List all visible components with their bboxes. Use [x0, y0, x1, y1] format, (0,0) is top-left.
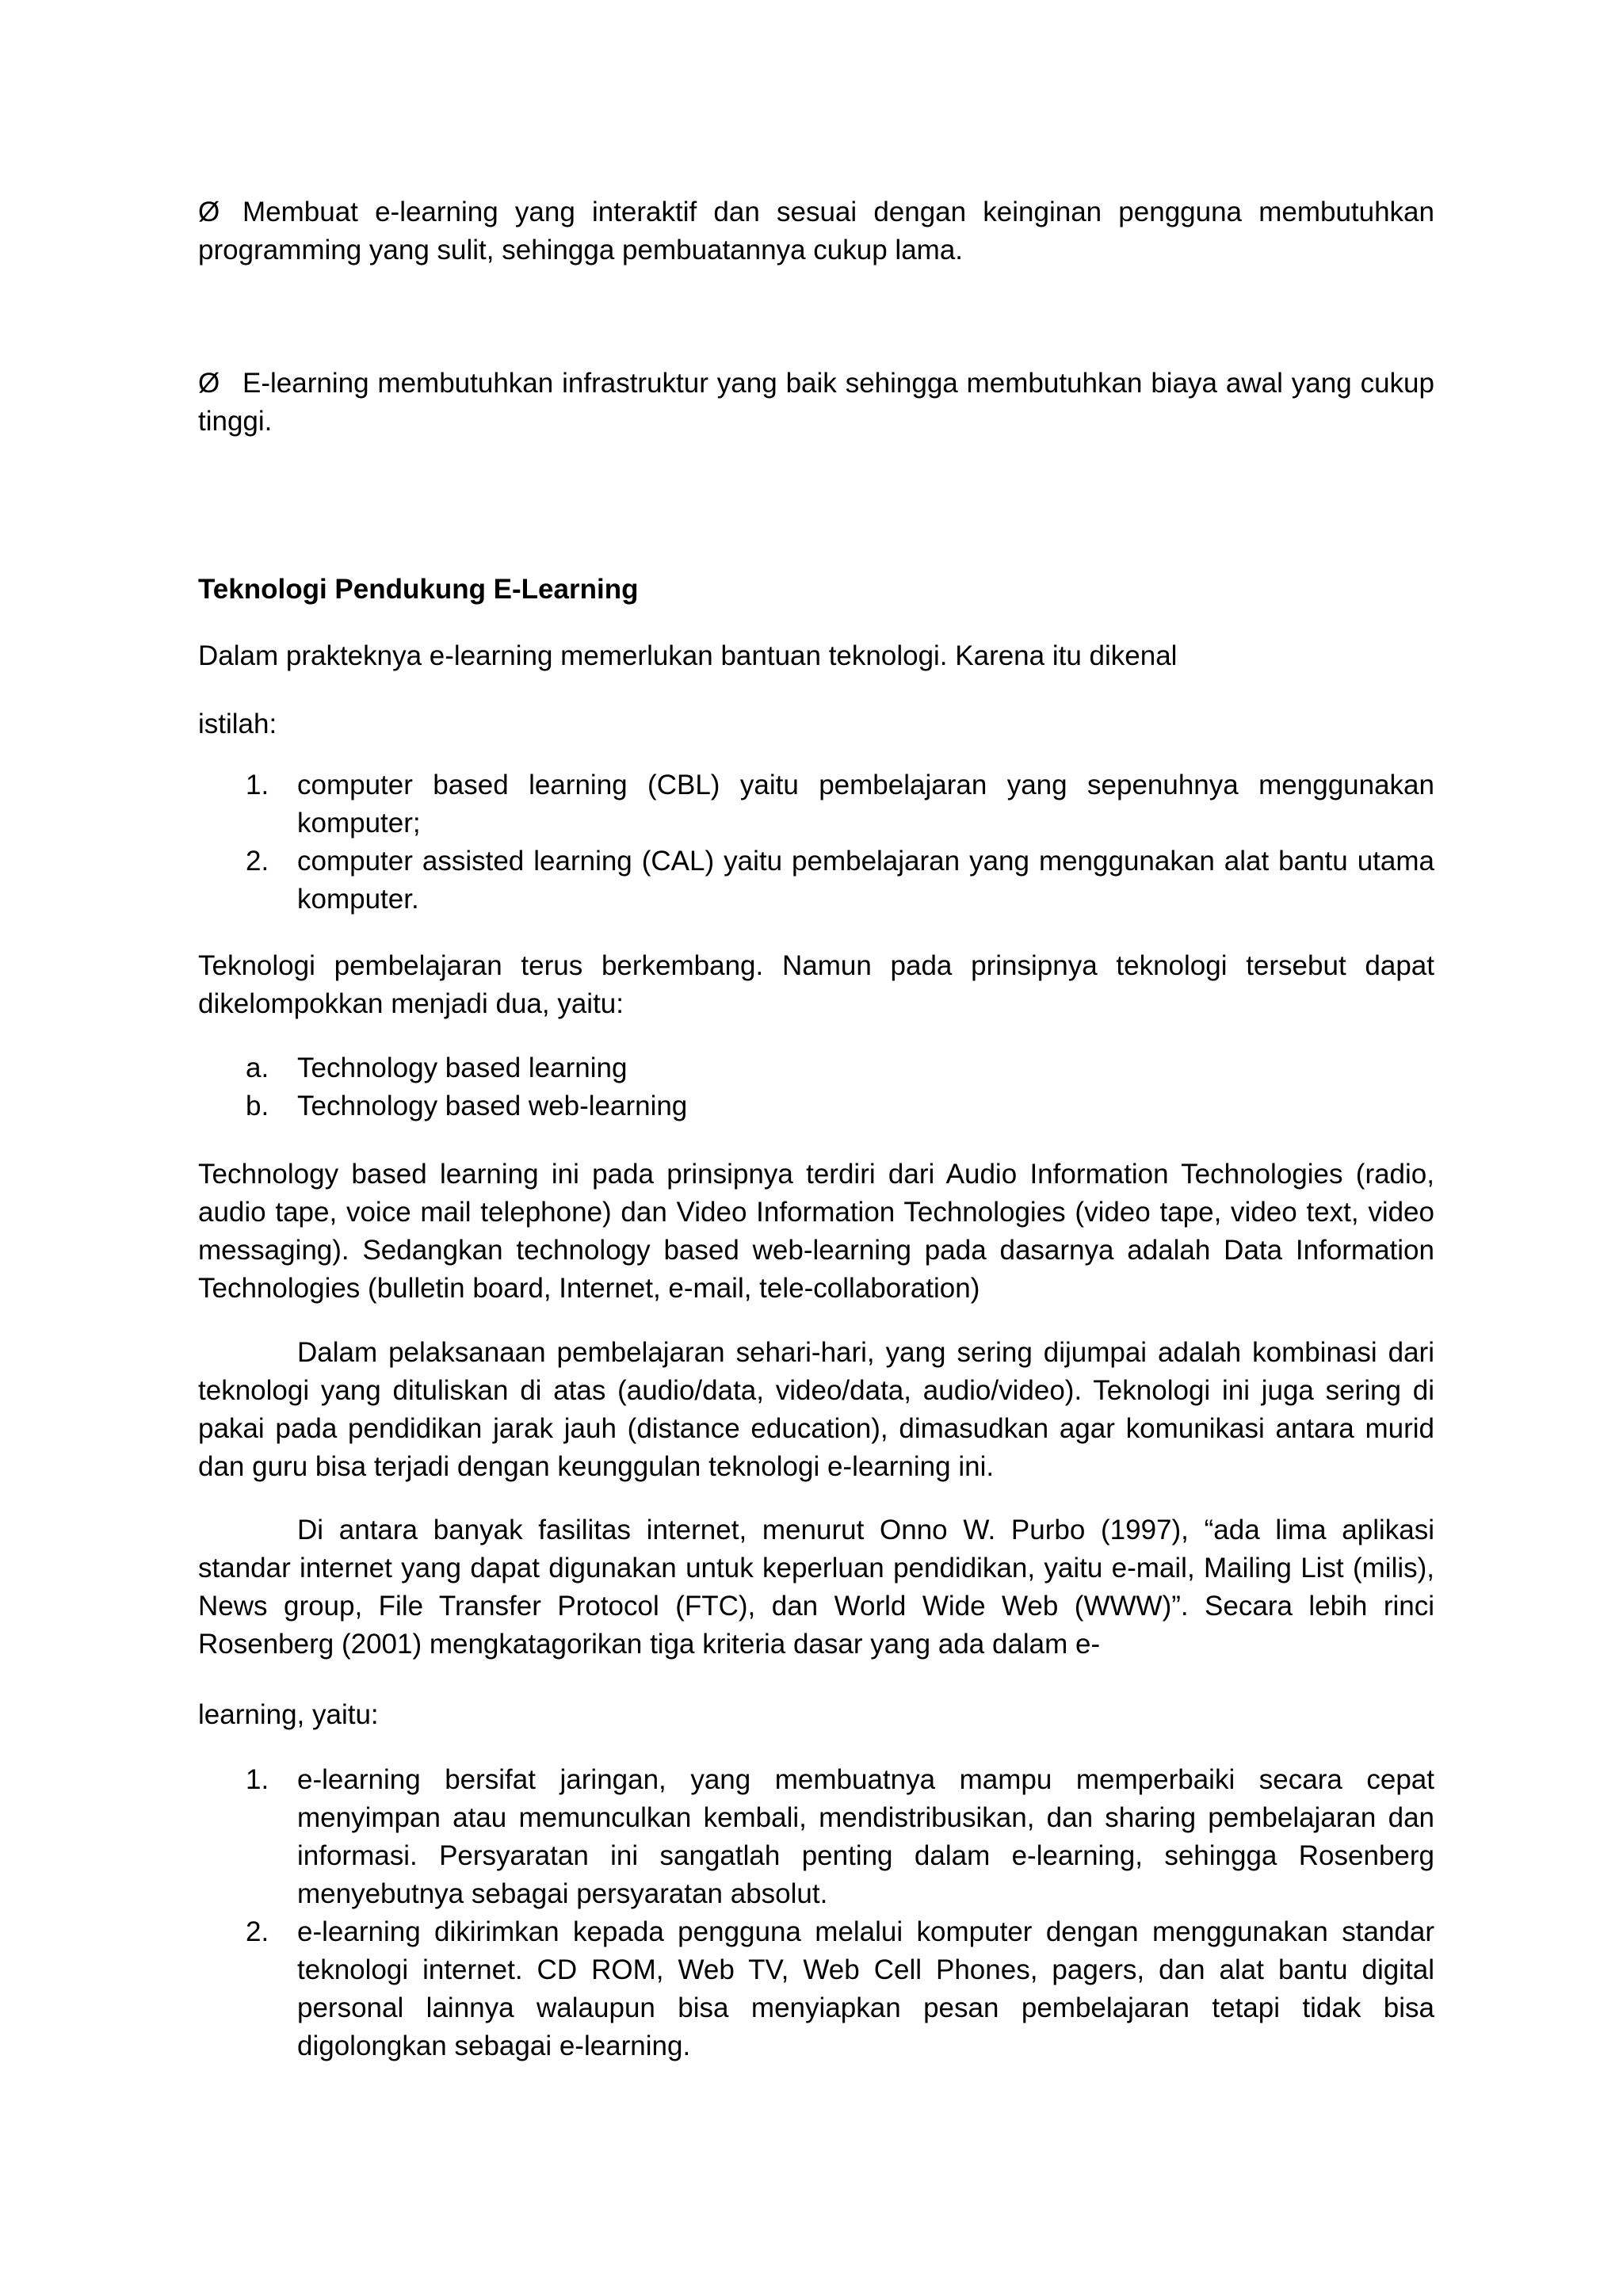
bullet-text: Membuat e-learning yang interaktif dan sesuai dengan keinginan pengguna membutuhkan programming yang sulit, sehingga pembuatannya cukup lama.	[198, 197, 1434, 266]
list-marker: a.	[246, 1052, 269, 1083]
groups-list	[198, 1049, 1434, 1125]
list-marker: 2.	[246, 1916, 269, 1947]
criteria-list	[198, 1761, 1434, 2065]
paragraph-purbo-continued: learning, yaitu:	[198, 1699, 379, 1730]
paragraph-purbo: Di antara banyak fasilitas internet, menurut Onno W. Purbo (1997), “ada lima aplikasi standar internet yang dapat digunakan untuk keperluan pendidikan, yaitu e-mail, Mailing List (milis), News group, File Transfer Protocol (FTC), dan World Wide Web (WWW)”. Secara lebih rinci Rosenberg (2001) mengkatagorikan tiga kriteria dasar yang ada dalam e-	[198, 1515, 1434, 1660]
section-heading: Teknologi Pendukung E-Learning	[198, 574, 639, 605]
list-item-text: e-learning bersifat jaringan, yang membuatnya mampu memperbaiki secara cepat menyimpan atau memunculkan kembali, mendistribusikan, dan sharing pembelajaran dan informasi. Persyaratan ini sangatlah penting dalam e-learning, sehingga Rosenberg menyebutnya sebagai persyaratan absolut.	[297, 1764, 1434, 1909]
bullet-paragraph-2	[198, 365, 1434, 441]
list-item-text: Technology based learning	[297, 1052, 628, 1083]
list-marker: 2.	[246, 846, 269, 877]
list-item-text: computer assisted learning (CAL) yaitu pembelajaran yang menggunakan alat bantu utama komputer.	[297, 846, 1434, 915]
terms-list	[198, 766, 1434, 919]
bullet-paragraph-1	[198, 193, 1434, 269]
intro-line-1: Dalam prakteknya e-learning memerlukan bantuan teknologi. Karena itu dikenal	[198, 640, 1178, 671]
list-item	[198, 1087, 1434, 1125]
list-marker: 1.	[246, 770, 269, 800]
list-item-text: Technology based web-learning	[297, 1091, 688, 1121]
document-page	[198, 0, 1434, 2296]
list-item	[198, 842, 1434, 919]
intro-line-2: istilah:	[198, 709, 277, 739]
bullet-symbol: Ø	[198, 197, 220, 227]
list-item	[198, 1761, 1434, 1913]
list-item	[198, 1049, 1434, 1087]
bullet-symbol: Ø	[198, 368, 220, 399]
list-item	[198, 1913, 1434, 2065]
list-item-text: e-learning dikirimkan kepada pengguna melalui komputer dengan menggunakan standar teknologi internet. CD ROM, Web TV, Web Cell Phones, pagers, dan alat bantu digital personal lainnya walaupun bisa menyiapkan pesan pembelajaran tetapi tidak bisa digolongkan sebagai e-learning.	[297, 1916, 1434, 2061]
list-marker: b.	[246, 1091, 269, 1121]
list-item	[198, 766, 1434, 842]
bullet-text: E-learning membutuhkan infrastruktur yang baik sehingga membutuhkan biaya awal yang cukup tinggi.	[198, 368, 1434, 437]
paragraph-groups: Teknologi pembelajaran terus berkembang. Namun pada prinsipnya teknologi tersebut dapat dikelompokkan menjadi dua, yaitu:	[198, 950, 1434, 1019]
paragraph-technology: Technology based learning ini pada prinsipnya terdiri dari Audio Information Technologies (radio, audio tape, voice mail telephone) dan Video Information Technologies (video tape, video text, video messaging). Sedangkan technology based web-learning pada dasarnya adalah Data Information Technologies (bulletin board, Internet, e-mail, tele-collaboration)	[198, 1159, 1434, 1304]
list-item-text: computer based learning (CBL) yaitu pembelajaran yang sepenuhnya menggunakan komputer;	[297, 770, 1434, 839]
paragraph-practice: Dalam pelaksanaan pembelajaran sehari-hari, yang sering dijumpai adalah kombinasi dari teknologi yang dituliskan di atas (audio/data, video/data, audio/video). Teknologi ini juga sering di pakai pada pendidikan jarak jauh (distance education), dimasudkan agar komunikasi antara murid dan guru bisa terjadi dengan keunggulan teknologi e-learning ini.	[198, 1337, 1434, 1482]
list-marker: 1.	[246, 1764, 269, 1795]
